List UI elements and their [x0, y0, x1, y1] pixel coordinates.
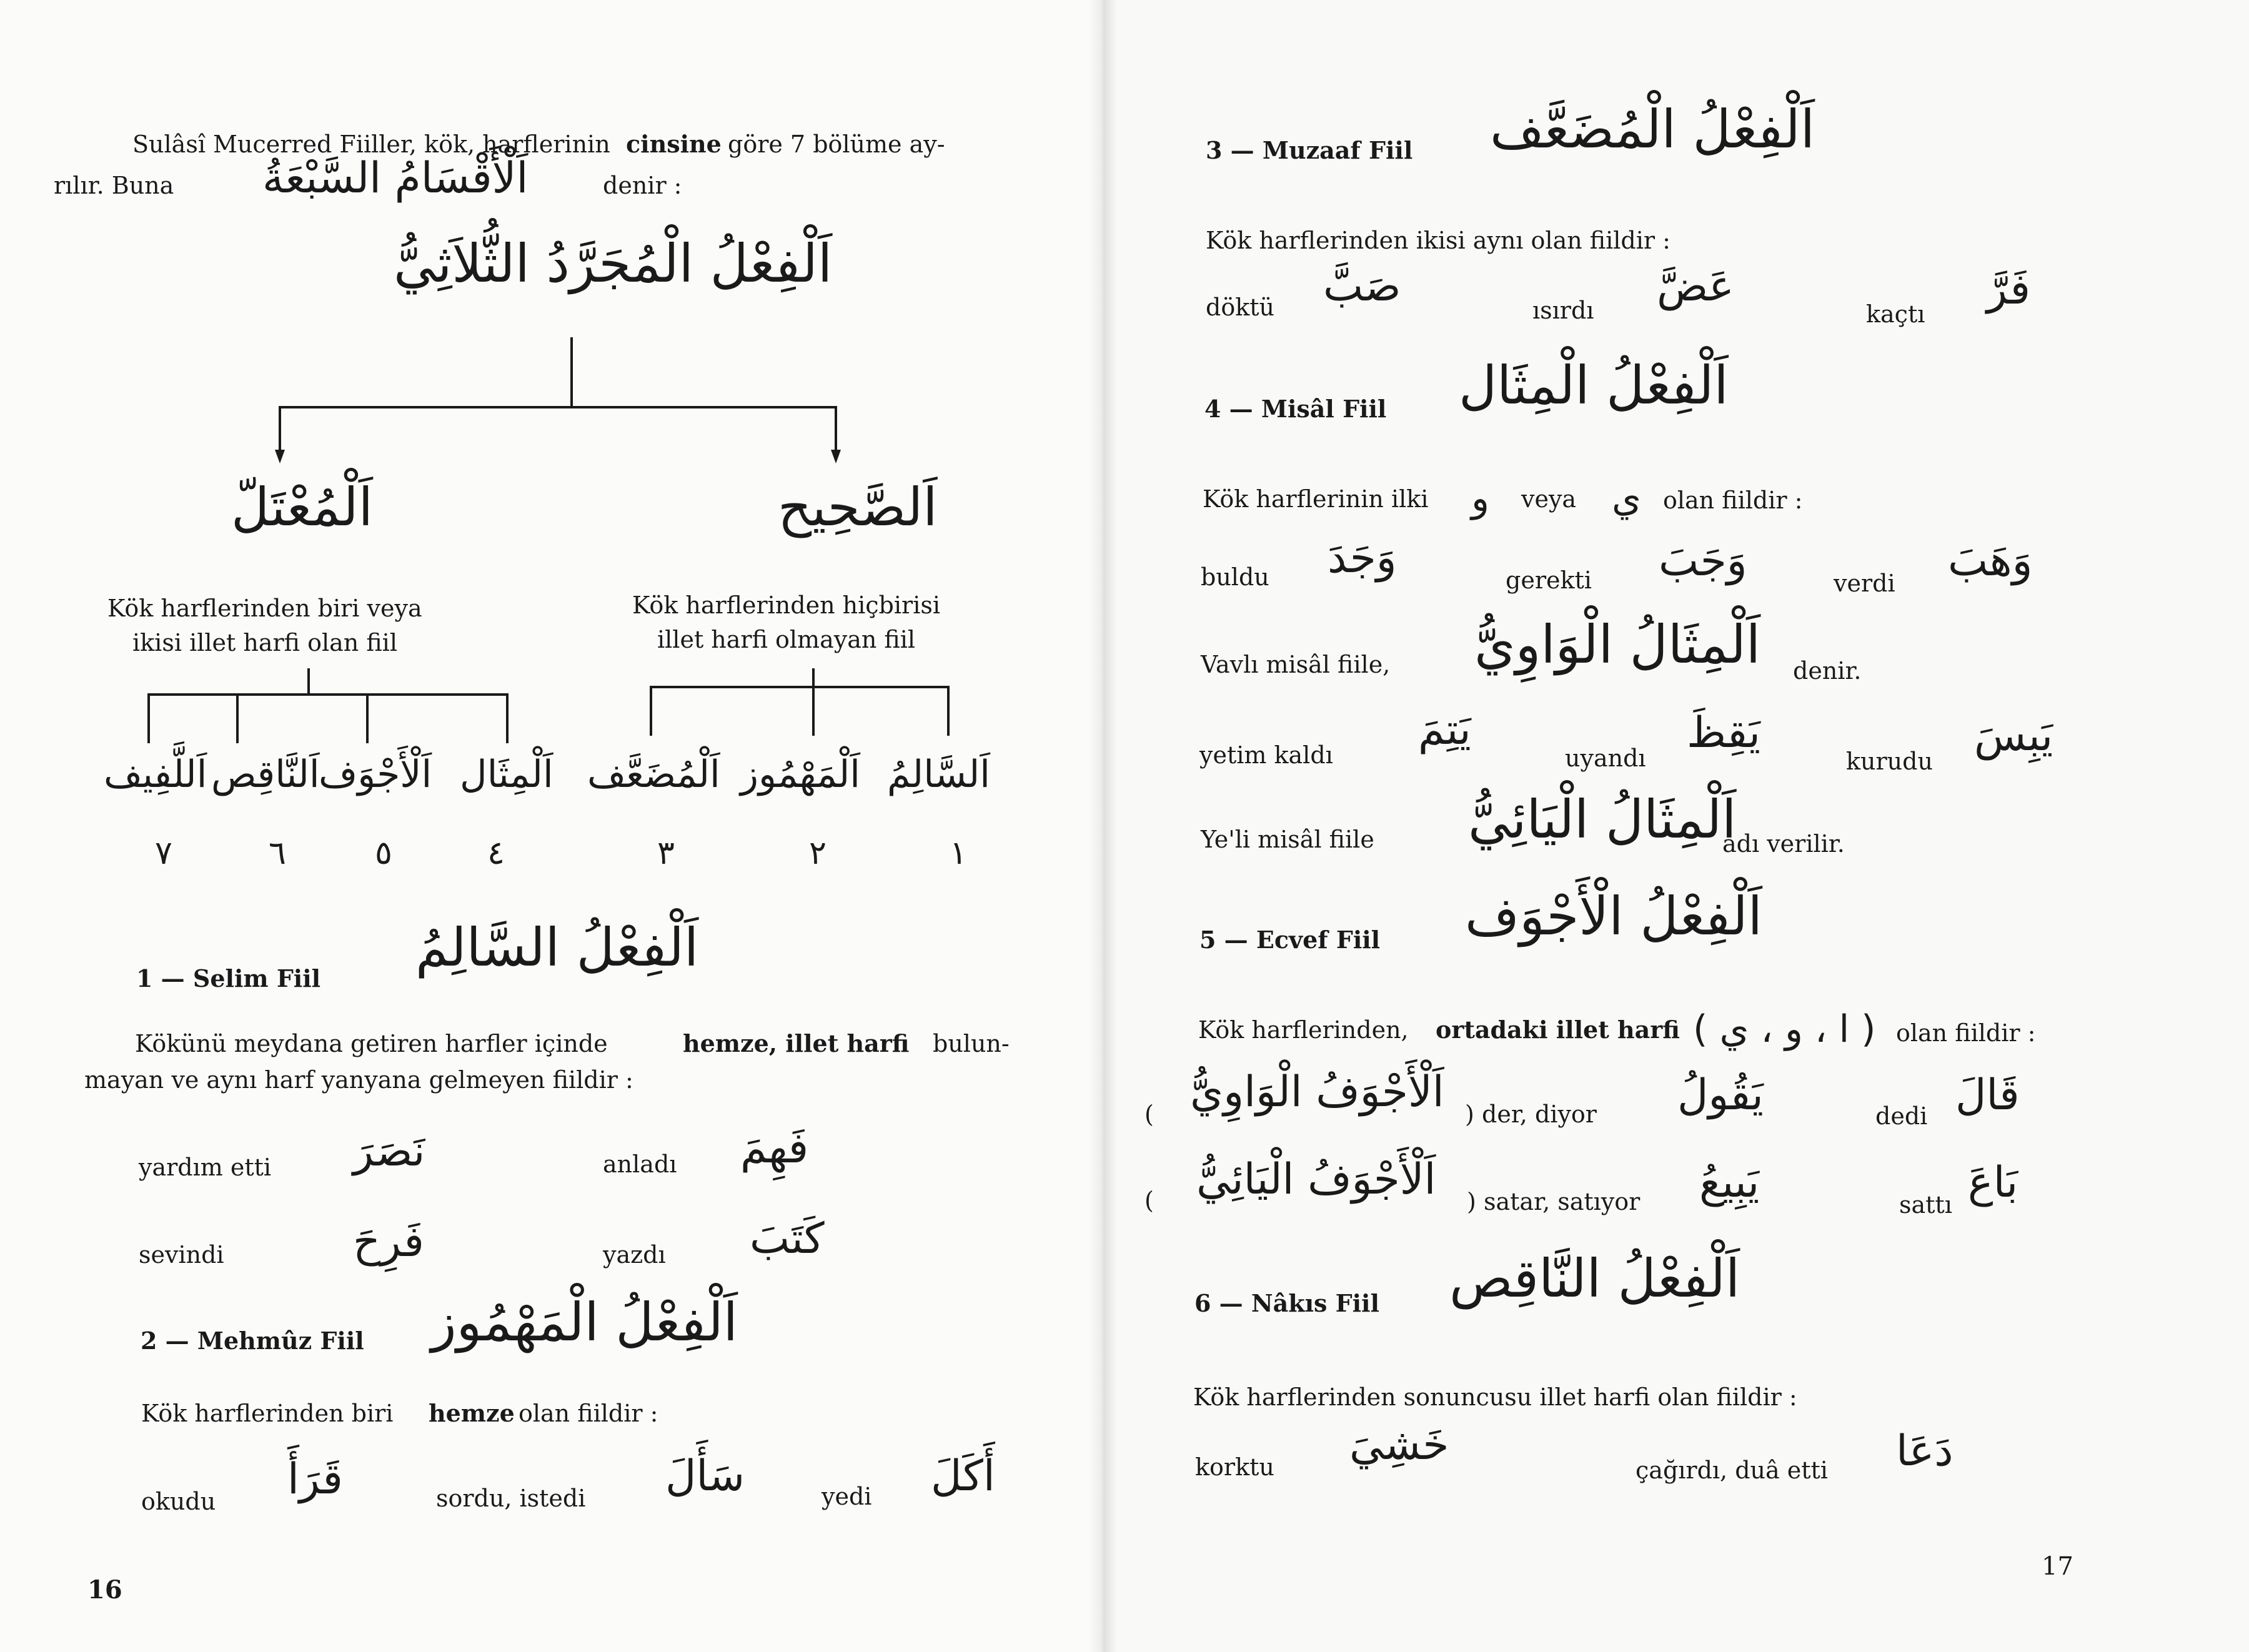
type-misal: اَلْمِثَال: [460, 753, 554, 796]
type-nakis: اَلنَّاقِص: [211, 753, 320, 796]
ecvef-row2-paren: (: [1144, 1187, 1154, 1214]
book-gutter: [1088, 0, 1117, 1652]
selim-ex-3-tr: sevindi: [139, 1241, 224, 1269]
nakis-ex-2-tr: çağırdı, duâ etti: [1636, 1457, 1828, 1484]
misal-ex-3-ar: وَهَبَ: [1948, 537, 2033, 586]
mehmuz-desc-bold: hemze: [429, 1399, 515, 1427]
mutall-bracket-bar: [147, 693, 509, 696]
sahih-desc-1: Kök harflerinden hiçbirisi: [632, 591, 940, 619]
muzaaf-ex-3-tr: kaçtı: [1866, 300, 1925, 328]
type-ecvef: اَلْأَجْوَف: [319, 753, 432, 796]
intro-text-3: rılır. Buna: [54, 172, 174, 199]
sahih-drop-3: [650, 686, 652, 736]
muzaaf-ex-1-ar: صَبَّ: [1323, 262, 1401, 311]
sahih-branch-label: اَلصَّحِيح: [778, 477, 938, 538]
muzaaf-ex-1-tr: döktü: [1206, 294, 1274, 321]
ecvef-desc-c: olan fiildir :: [1896, 1019, 2036, 1047]
mehmuz-desc-a: Kök harflerinden biri: [141, 1400, 394, 1427]
selim-ex-1-ar: نَصَرَ: [353, 1127, 425, 1176]
mehmuz-ex-2-tr: sordu, istedi: [436, 1485, 586, 1512]
selim-desc-1a: Kökünü meydana getiren harfler içinde: [135, 1030, 608, 1057]
ecvef-row1-paren: (: [1144, 1101, 1154, 1128]
intro-text-2: göre 7 bölüme ay-: [728, 131, 945, 158]
muzaaf-ex-3-ar: فَرَّ: [1987, 265, 2031, 314]
page-number-right: 17: [2042, 1552, 2073, 1581]
section-arabic-ecvef: اَلْفِعْلُ الْأَجْوَف: [1465, 886, 1762, 947]
misal-ex-1-ar: وَجَدَ: [1328, 533, 1397, 583]
mehmuz-ex-1-tr: okudu: [141, 1488, 216, 1515]
ecvef-row1-tr1: der, diyor: [1482, 1101, 1597, 1128]
tree-left-arrow: [275, 450, 285, 463]
yeli-text-a: Ye'li misâl fiile: [1201, 826, 1374, 853]
misal-ex-1-tr: buldu: [1201, 563, 1269, 591]
tree-right-drop: [835, 406, 837, 453]
section-arabic-muzaaf: اَلْفِعْلُ الْمُضَعَّف: [1490, 99, 1815, 160]
type-lafif: اَللَّفِيف: [104, 753, 207, 796]
section-title-selim: 1 — Selim Fiil: [136, 964, 321, 992]
selim-ex-2-ar: فَهِمَ: [740, 1124, 809, 1173]
type-number-1: ١: [950, 834, 967, 872]
ecvef-yai-term: اَلْأَجْوَفُ الْيَائِيُّ: [1196, 1155, 1436, 1204]
sahih-stem: [812, 668, 815, 687]
nakis-desc: Kök harflerinden sonuncusu illet harfi olan fiildir :: [1193, 1383, 1797, 1411]
type-number-3: ٣: [657, 834, 675, 872]
misal-ex-2-tr: gerekti: [1506, 566, 1592, 594]
vavli-text-a: Vavlı misâl fiile,: [1201, 651, 1391, 678]
selim-ex-2-tr: anladı: [603, 1150, 677, 1178]
ecvef-illet-letters: ( ا ، و ، ي ): [1693, 1007, 1876, 1051]
tree-right-arrow: [831, 450, 841, 463]
tree-left-drop: [279, 406, 281, 453]
intro-text-1: Sulâsî Mucerred Fiiller, kök, harflerinin: [132, 131, 610, 158]
type-mehmuz: اَلْمَهْمُوز: [740, 753, 860, 796]
selim-desc-bold: hemze, illet harfi: [683, 1029, 910, 1057]
mutall-drop-6: [236, 693, 239, 743]
ecvef-row2-close: ): [1467, 1188, 1476, 1215]
mutall-desc-2: ikisi illet harfi olan fiil: [132, 629, 397, 656]
misal-desc-c: olan fiildir :: [1663, 487, 1803, 514]
type-number-2: ٢: [809, 834, 827, 872]
misal-ex-4-tr: yetim kaldı: [1199, 741, 1333, 769]
sahih-bracket-bar: [650, 686, 950, 688]
type-salim: اَلسَّالِمُ: [887, 753, 990, 796]
nakis-ex-1-ar: خَشِيَ: [1349, 1420, 1449, 1470]
intro-bold-cinsine: cinsine: [626, 130, 722, 158]
type-number-4: ٤: [487, 834, 505, 872]
yeli-arabic: اَلْمِثَالُ الْيَائِيُّ: [1468, 789, 1737, 850]
tree-root-stem: [570, 337, 573, 406]
intro-text-4: denir :: [603, 172, 682, 199]
mehmuz-ex-2-ar: سَأَلَ: [665, 1452, 745, 1501]
selim-desc-1c: bulun-: [933, 1030, 1010, 1057]
section-title-muzaaf: 3 — Muzaaf Fiil: [1206, 136, 1413, 164]
sahih-desc-2: illet harfi olmayan fiil: [657, 626, 916, 653]
selim-ex-4-ar: كَتَبَ: [750, 1214, 825, 1264]
type-muzaaf: اَلْمُضَعَّف: [587, 753, 720, 796]
mutall-drop-5: [366, 693, 369, 743]
ecvef-row2-tr1: satar, satıyor: [1484, 1188, 1641, 1215]
misal-ex-5-ar: يَقِظَ: [1687, 708, 1760, 758]
misal-ex-5-tr: uyandı: [1565, 744, 1646, 772]
ecvef-row1-close: ): [1465, 1101, 1474, 1128]
mutall-branch-label: اَلْمُعْتَلّ: [231, 477, 373, 538]
section-arabic-mehmuz: اَلْفِعْلُ الْمَهْمُوز: [431, 1292, 738, 1353]
mehmuz-ex-1-ar: قَرَأَ: [287, 1455, 343, 1504]
nakis-ex-1-tr: korktu: [1195, 1453, 1274, 1481]
intro-arabic-term: اَلْأَقْسَامُ السَّبْعَةُ: [262, 154, 529, 203]
section-arabic-nakis: اَلْفِعْلُ النَّاقِص: [1449, 1248, 1740, 1309]
misal-ex-6-ar: يَبِسَ: [1974, 711, 2053, 761]
mutall-desc-1: Kök harflerinden biri veya: [107, 595, 422, 622]
type-number-7: ٧: [155, 834, 172, 872]
misal-desc-ya: ي: [1612, 477, 1641, 520]
ecvef-row2-ar2: بَاعَ: [1968, 1158, 2018, 1207]
type-number-6: ٦: [269, 834, 286, 872]
vavli-text-b: denir.: [1793, 657, 1862, 685]
selim-desc-2: mayan ve aynı harf yanyana gelmeyen fiildir :: [84, 1066, 633, 1094]
sahih-drop-2: [812, 686, 815, 736]
mehmuz-desc-c: olan fiildir :: [519, 1400, 658, 1427]
tree-top-bar: [279, 406, 837, 408]
misal-ex-6-tr: kurudu: [1846, 748, 1933, 775]
sahih-drop-1: [947, 686, 950, 736]
misal-ex-4-ar: يَتِمَ: [1418, 705, 1471, 754]
section-title-mehmuz: 2 — Mehmûz Fiil: [141, 1327, 364, 1355]
nakis-ex-2-ar: دَعَا: [1896, 1427, 1954, 1476]
misal-desc-a: Kök harflerinin ilki: [1203, 485, 1429, 513]
misal-desc-b: veya: [1521, 485, 1577, 513]
mehmuz-ex-3-tr: yedi: [822, 1483, 872, 1510]
mutall-drop-7: [147, 693, 150, 743]
mehmuz-ex-3-ar: أَكَلَ: [931, 1452, 995, 1501]
muzaaf-ex-2-tr: ısırdı: [1532, 297, 1594, 324]
page-number-left: 16: [87, 1575, 122, 1605]
yeli-text-b: adı verilir.: [1722, 830, 1845, 858]
ecvef-row2-tr2: sattı: [1899, 1191, 1952, 1219]
section-title-misal: 4 — Misâl Fiil: [1204, 395, 1387, 423]
misal-desc-waw: و: [1471, 477, 1489, 520]
vavli-arabic: اَلْمِثَالُ الْوَاوِيُّ: [1474, 614, 1761, 675]
ecvef-row2-ar1: يَبِيعُ: [1699, 1158, 1760, 1207]
muzaaf-desc: Kök harflerinden ikisi aynı olan fiildir :: [1206, 227, 1671, 254]
section-arabic-selim: اَلْفِعْلُ السَّالِمُ: [415, 917, 699, 978]
section-title-nakis: 6 — Nâkıs Fiil: [1194, 1289, 1379, 1317]
ecvef-row1-ar1: يَقُولُ: [1677, 1071, 1764, 1120]
mutall-drop-4: [506, 693, 509, 743]
ecvef-vavi-term: اَلْأَجْوَفُ الْوَاوِيُّ: [1190, 1067, 1444, 1117]
misal-ex-2-ar: وَجَبَ: [1659, 537, 1747, 586]
misal-ex-3-tr: verdi: [1834, 570, 1895, 597]
selim-ex-3-ar: فَرِحَ: [353, 1217, 424, 1267]
ecvef-desc-bold: ortadaki illet harfi: [1436, 1016, 1680, 1044]
ecvef-row1-ar2: قَالَ: [1955, 1071, 2020, 1120]
ecvef-desc-a: Kök harflerinden,: [1198, 1016, 1409, 1044]
muzaaf-ex-2-ar: عَضَّ: [1657, 262, 1734, 311]
tree-root-label: اَلْفِعْلُ الْمُجَرَّدُ الثُّلاَثِيُّ: [394, 233, 833, 294]
mutall-stem: [307, 668, 310, 695]
selim-ex-1-tr: yardım etti: [139, 1154, 272, 1181]
type-number-5: ٥: [375, 834, 392, 872]
selim-ex-4-tr: yazdı: [603, 1241, 666, 1269]
section-title-ecvef: 5 — Ecvef Fiil: [1199, 926, 1381, 954]
ecvef-row1-tr2: dedi: [1875, 1102, 1928, 1130]
section-arabic-misal: اَلْفِعْلُ الْمِثَال: [1459, 355, 1729, 416]
